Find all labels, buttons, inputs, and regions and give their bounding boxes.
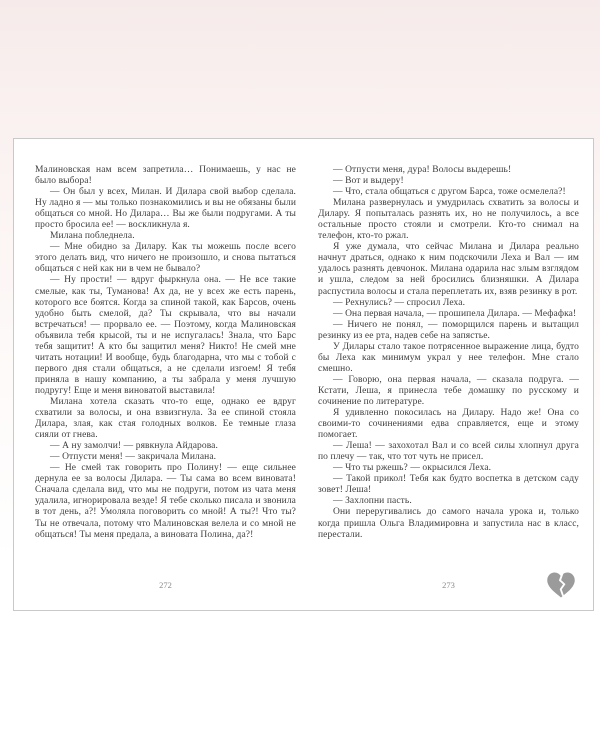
paragraph: Милана хотела сказать что-то еще, однако ее вдруг схватили за волосы, и она взвизгнула. За ее спиной стояла Дилара, злая, как стая голодных волков. Ее темные глаза сияли от гнева. — [35, 396, 296, 441]
paragraph: Они переругивались до самого начала урока и, только когда пришла Ольга Владимировна и запустила нас в класс, перестали. — [318, 507, 579, 540]
paragraph: — Мне обидно за Дилару. Как ты можешь после всего этого делать вид, что ничего не произошло, и снова пытаться общаться с ней как ни в чем не бывало? — [35, 242, 296, 275]
paragraph: — Захлопни пасть. — [333, 496, 412, 507]
page-number-right: 273 — [442, 580, 455, 590]
paragraph: — Леша! — захохотал Вал и со всей силы хлопнул друга по плечу — так, что тот чуть не присел. — [318, 441, 579, 463]
left-page-text — [35, 165, 296, 541]
paragraph: — Не смей так говорить про Полину! — еще сильнее дернула ее за волосы Дилара. — Ты сама во всем виновата! Сначала сделала вид, что мы не подруги, потом из чата меня удалила, игнорировала везде! Я тебе сколько писала и звонила в тот день, а?! Умоляла поговорить со мной! А ты?! Что ты? Ты не отвечала, потому что Малиновская велела и со мной не общаться! Ты меня предала, а виновата Полина, да?! — [35, 463, 296, 540]
paragraph: Я уже думала, что сейчас Милана и Дилара реально начнут драться, однако к ним подскочили Леха и Вал — им удалось разнять девчонок. Милана одарила нас злым взглядом и ушла, следом за ней бросились близняшки. А Дилара распустила волосы и стала переплетать их, взяв резинку в рот. — [318, 242, 579, 297]
paragraph: — Вот и выдеру! — [333, 176, 404, 187]
paragraph: Милана побледнела. — [50, 231, 135, 242]
book-spread — [13, 138, 594, 611]
paragraph: — Он был у всех, Милан. И Дилара свой выбор сделала. Ну ладно я — мы только познакомились и вы не обязаны были общаться со мной. Но Дилара… Вы же были подругами. А ты просто бросила ее! — воскликнула я. — [35, 187, 296, 231]
paragraph: — Ничего не понял, — поморщился парень и вытащил резинку из ее рта, надев себе на запястье. — [318, 319, 579, 341]
paragraph: — Отпусти меня, дура! Волосы выдерешь! — [333, 165, 512, 175]
paragraph: Милана развернулась и умудрилась схватить за волосы и Дилару. Я попыталась разнять их, но не получилось, а все остальные просто стояли и смотрели. Кто-то снимал на телефон, кто-то ржал. — [318, 198, 579, 242]
paragraph: У Дилары стало такое потрясенное выражение лица, будто бы Леха как минимум украл у нее телефон. Мне стало смешно. — [318, 341, 579, 374]
broken-heart-icon — [546, 571, 576, 599]
page-number-left: 272 — [159, 580, 172, 590]
paragraph: — А ну замолчи! — рявкнула Айдарова. — [50, 441, 218, 452]
paragraph: — Отпусти меня! — закричала Милана. — [50, 452, 217, 463]
paragraph: — Что, стала общаться с другом Барса, тоже осмелела?! — [333, 187, 566, 198]
paragraph: Малиновская нам всем запретила… Понимаешь, у нас не было выбора! — [35, 165, 296, 187]
paragraph: — Что ты ржешь? — окрысился Леха. — [333, 463, 492, 474]
paragraph: — Ну прости! — вдруг фыркнула она. — Не все такие смелые, как ты, Туманова! Ах да, не у всех же есть парень, которого все боятся. Когда за спиной такой, как Барсов, очень удобно быть смелой, да? Ты скрывала, что вы начали встречаться! — прорвало ее. — Поэтому, когда Малиновская объявила тебя крысой, ты и не испугалась! Знала, что Барс тебя защитит! А кто бы защитил меня? Никто! Не смей мне читать нотации! И вообще, будь благодарна, что мы с тобой с первого дня стали общаться, а не сделали изгоем! Я тебя приняла в нашу компанию, а ты забрала у меня лучшую подругу! Еще и меня виноватой выставила! — [35, 275, 296, 396]
paragraph: — Она первая начала, — прошипела Дилара. — Мефафка! — [333, 308, 577, 319]
paragraph: — Рехнулись? — спросил Леха. — [333, 297, 466, 308]
right-page-text — [318, 165, 579, 541]
paragraph: Я удивленно покосилась на Дилару. Надо же! Она со своими-то сочинениями едва справляется, еще и этому помогает. — [318, 408, 579, 441]
paragraph: — Такой прикол! Тебя как будто воспетка в детском саду зовет! Леша! — [318, 474, 579, 496]
paragraph: — Говорю, она первая начала, — сказала подруга. — Кстати, Леша, я принесла тебе домашку по русскому и сочинение по литературе. — [318, 374, 579, 407]
